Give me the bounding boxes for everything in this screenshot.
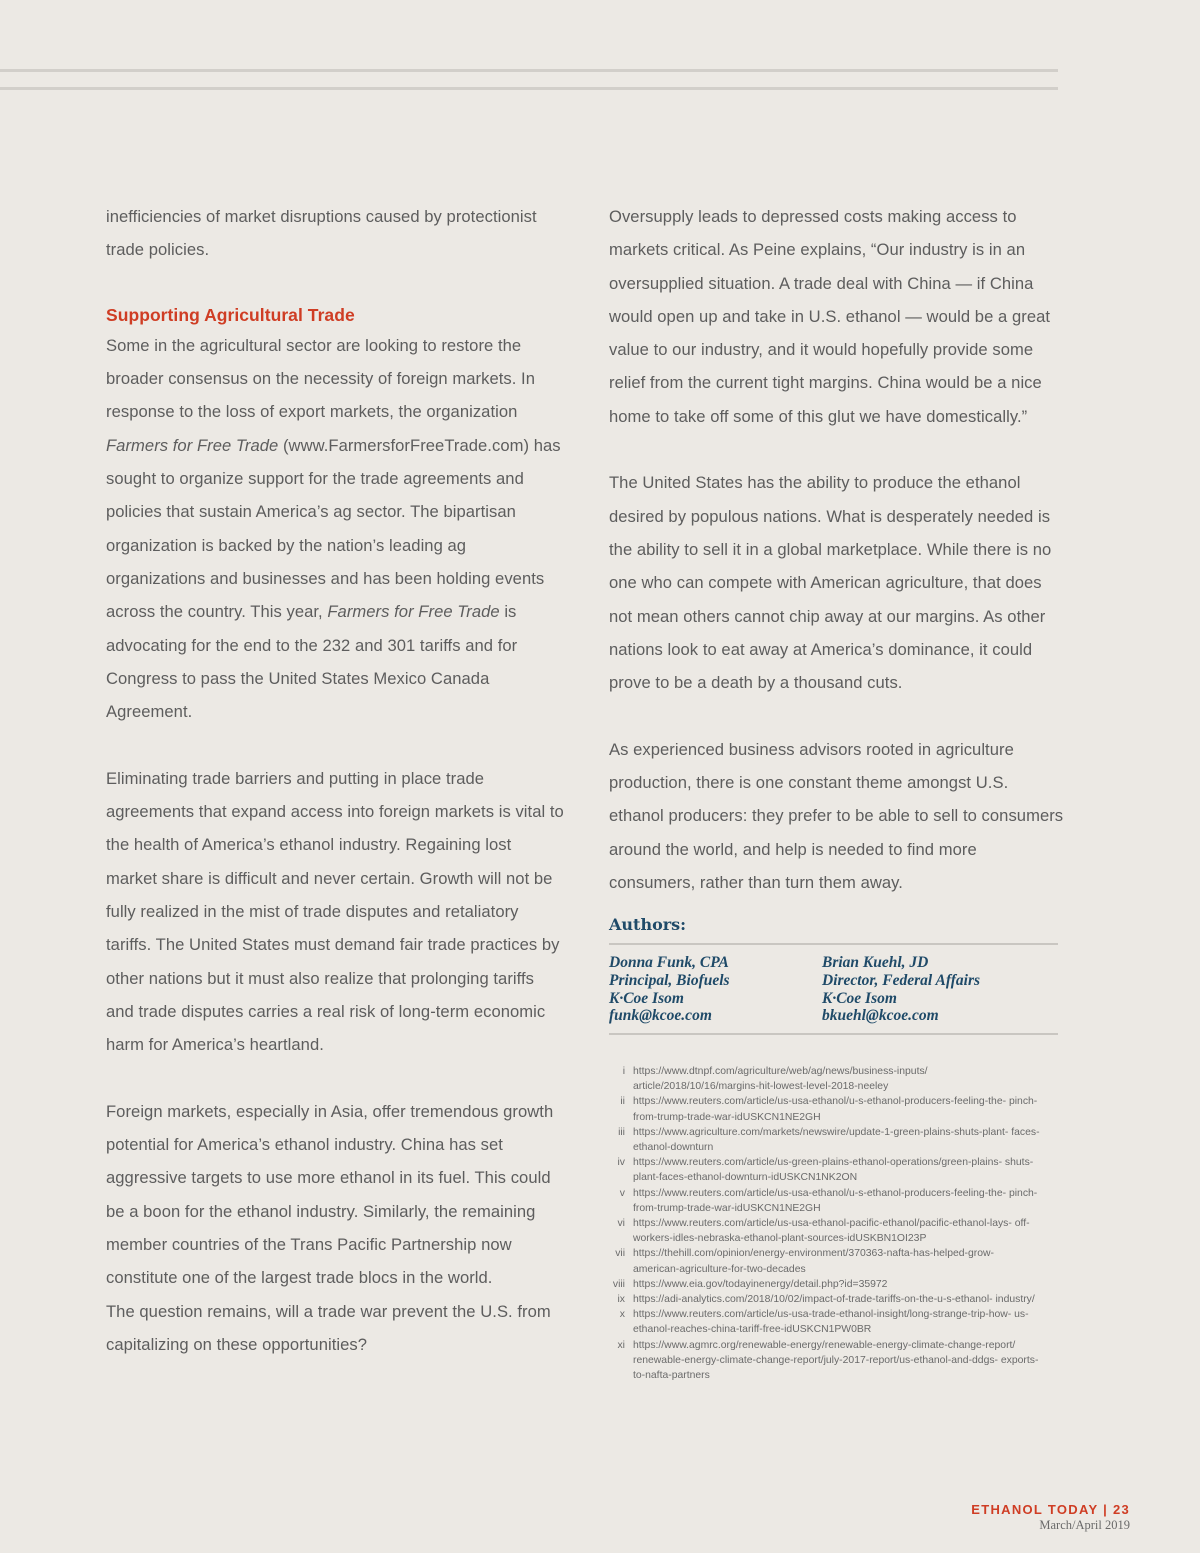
footnote-link[interactable]: https://www.reuters.com/article/us-green-plains-ethanol-operations/green-plains- shuts-plant-faces-ethanol-downturn-idUSKCN1NK2ON [633,1157,1034,1184]
footnote-link[interactable]: https://thehill.com/opinion/energy-environment/370363-nafta-has-helped-grow- american-agriculture-for-two-decades [633,1248,994,1275]
footnote: xi https://www.agmrc.org/renewable-energy/renewable-energy-climate-change-report/ renewable-energy-climate-change-report/july-2017-report/us-ethanol-and-ddgs- exports-to-nafta-partners [600,1338,1040,1384]
footnote-link[interactable]: https://www.agriculture.com/markets/newswire/update-1-green-plains-shuts-plant- faces-ethanol-downturn [633,1126,1040,1154]
footnote-link[interactable]: https://adi-analytics.com/2018/10/02/impact-of-trade-tariffs-on-the-u-s-ethanol- industry/ [633,1294,1035,1306]
right-column [609,200,1064,899]
footnote-link[interactable]: https://www.reuters.com/article/us-usa-trade-ethanol-insight/long-strange-trip-how- us-ethanol-reaches-china-tariff-free-idUSKCN1PW0BR [633,1309,1029,1336]
author-card [822,954,1052,1025]
trade-paragraph-2: Eliminating trade barriers and putting in place trade agreements that expand access into foreign markets is vital to the health of America’s ethanol industry. Regaining lost market share is difficult and never certain. Growth will not be fully realized in the mist of trade disputes and retaliatory tariffs. The United States must demand fair trade practices by other nations but it must also realize that prolonging tariffs and trade disputes carries a real risk of long-term economic harm for America’s heartland. [106,768,564,1055]
ability-paragraph: The United States has the ability to produce the ethanol desired by populous nations. What is desperately needed is the ability to sell it in a global marketplace. While there is no one who can compete with American agriculture, that does not mean others cannot chip away at our margins. As other nations look to eat away at America’s dominance, it could prove to be a death by a thousand cuts. [609,473,1052,693]
author-email[interactable]: funk@kcoe.com [609,1007,712,1025]
left-column [106,200,566,1361]
footnote-link[interactable]: https://www.eia.gov/todayinenergy/detail.php?id=35972 [633,1278,888,1290]
intro-paragraph: inefficiencies of market disruptions caused by protectionist trade policies. [106,207,537,260]
section-heading: Supporting Agricultural Trade [106,304,355,325]
footnote: i https://www.dtnpf.com/agriculture/web/ag/news/business-inputs/ article/2018/10/16/margins-hit-lowest-level-2018-neeley [600,1064,1040,1094]
footnote: ix https://adi-analytics.com/2018/10/02/impact-of-trade-tariffs-on-the-u-s-ethanol- industry/ [600,1292,1040,1307]
authors-rule-bottom [609,1033,1058,1035]
trade-paragraph-3b: The question remains, will a trade war prevent the U.S. from capitalizing on these opportunities? [106,1301,551,1354]
footnote-link[interactable]: https://www.agmrc.org/renewable-energy/renewable-energy-climate-change-report/ renewable-energy-climate-change-report/july-2017-report/us-ethanol-and-ddgs- exports-to-nafta-partners [633,1339,1039,1382]
authors-title: Authors: [609,915,687,934]
footnote: viii https://www.eia.gov/todayinenergy/detail.php?id=35972 [600,1277,1040,1292]
page-footer [971,1502,1130,1532]
author-company: K·Coe Isom [609,989,684,1007]
authors-rule-top [609,943,1058,945]
footnote: vi https://www.reuters.com/article/us-usa-ethanol-pacific-ethanol/pacific-ethanol-lays- off-workers-idles-nebraska-ethanol-plant-sources-idUSKBN1OI23P [600,1216,1040,1246]
author-name: Donna Funk, CPA [609,954,729,971]
advisors-paragraph: As experienced business advisors rooted in agriculture production, there is one constant theme amongst U.S. ethanol producers: they prefer to be able to sell to consumers around the world, and help is needed to find more consumers, rather than turn them away. [609,739,1064,892]
footnote-link[interactable]: https://www.reuters.com/article/us-usa-ethanol/u-s-ethanol-producers-feeling-the- pinch-from-trump-trade-war-idUSKCN1NE2GH [633,1187,1038,1214]
footnote-link[interactable]: https://www.dtnpf.com/agriculture/web/ag/news/business-inputs/ article/2018/10/16/margins-hit-lowest-level-2018-neeley [633,1066,928,1093]
footnote-link[interactable]: https://www.reuters.com/article/us-usa-ethanol/u-s-ethanol-producers-feeling-the- pinch-from-trump-trade-war-idUSKCN1NE2GH [633,1096,1038,1123]
magazine-page-number: ETHANOL TODAY | 23 [971,1502,1130,1517]
author-card [609,954,839,1025]
trade-paragraph-3: Foreign markets, especially in Asia, offer tremendous growth potential for America’s ethanol industry. China has set aggressive targets to use more ethanol in its fuel. This could be a boon for the ethanol industry. Similarly, the remaining member countries of the Trans Pacific Partnership now constitute one of the largest trade blocs in the world. [106,1101,554,1288]
footnote: ii https://www.reuters.com/article/us-usa-ethanol/u-s-ethanol-producers-feeling-the- pinch-from-trump-trade-war-idUSKCN1NE2GH [600,1094,1040,1124]
footnote: vii https://thehill.com/opinion/energy-environment/370363-nafta-has-helped-grow- american-agriculture-for-two-decades [600,1246,1040,1276]
footnote: v https://www.reuters.com/article/us-usa-ethanol/u-s-ethanol-producers-feeling-the- pinch-from-trump-trade-war-idUSKCN1NE2GH [600,1186,1040,1216]
footnote: x https://www.reuters.com/article/us-usa-trade-ethanol-insight/long-strange-trip-how- us-ethanol-reaches-china-tariff-free-idUSKCN1PW0BR [600,1307,1040,1337]
footnote-link[interactable]: https://www.reuters.com/article/us-usa-ethanol-pacific-ethanol/pacific-ethanol-lays- off-workers-idles-nebraska-ethanol-plant-sources-idUSKBN1OI23P [633,1218,1030,1245]
org-name: Farmers for Free Trade [106,435,279,455]
header-rule-top [0,69,1058,72]
trade-paragraph-1: Some in the agricultural sector are looking to restore the broader consensus on the necessity of foreign markets. In response to the loss of export markets, the organization Farmers for Free Trade (www.FarmersforFreeTrade.com) has sought to organize support for the trade agreements and policies that sustain America’s ag sector. The bipartisan organization is backed by the nation’s leading ag organizations and businesses and has been holding events across the country. This year, Farmers for Free Trade is advocating for the end to the 232 and 301 tariffs and for Congress to pass the United States Mexico Canada Agreement. [106,335,561,722]
author-role: Director, Federal Affairs [822,971,981,989]
author-company: K·Coe Isom [822,989,897,1007]
oversupply-paragraph: Oversupply leads to depressed costs making access to markets critical. As Peine explains, “Our industry is in an oversupplied situation. A trade deal with China — if China would open up and take in U.S. ethanol — would be a great value to our industry, and it would hopefully provide some relief from the current tight margins. China would be a nice home to take off some of this glut we have domestically.” [609,207,1051,426]
org-name-2: Farmers for Free Trade [327,602,500,622]
author-name: Brian Kuehl, JD [822,954,929,971]
author-role: Principal, Biofuels [609,971,730,989]
issue-date: March/April 2019 [1039,1518,1130,1532]
header-rule-bottom [0,87,1058,90]
author-email[interactable]: bkuehl@kcoe.com [822,1007,939,1025]
footnote: iv https://www.reuters.com/article/us-green-plains-ethanol-operations/green-plains- shuts-plant-faces-ethanol-downturn-idUSKCN1NK2ON [600,1155,1040,1185]
footnote: iii https://www.agriculture.com/markets/newswire/update-1-green-plains-shuts-plant- faces-ethanol-downturn [600,1125,1040,1155]
footnotes-list [600,1064,1040,1383]
